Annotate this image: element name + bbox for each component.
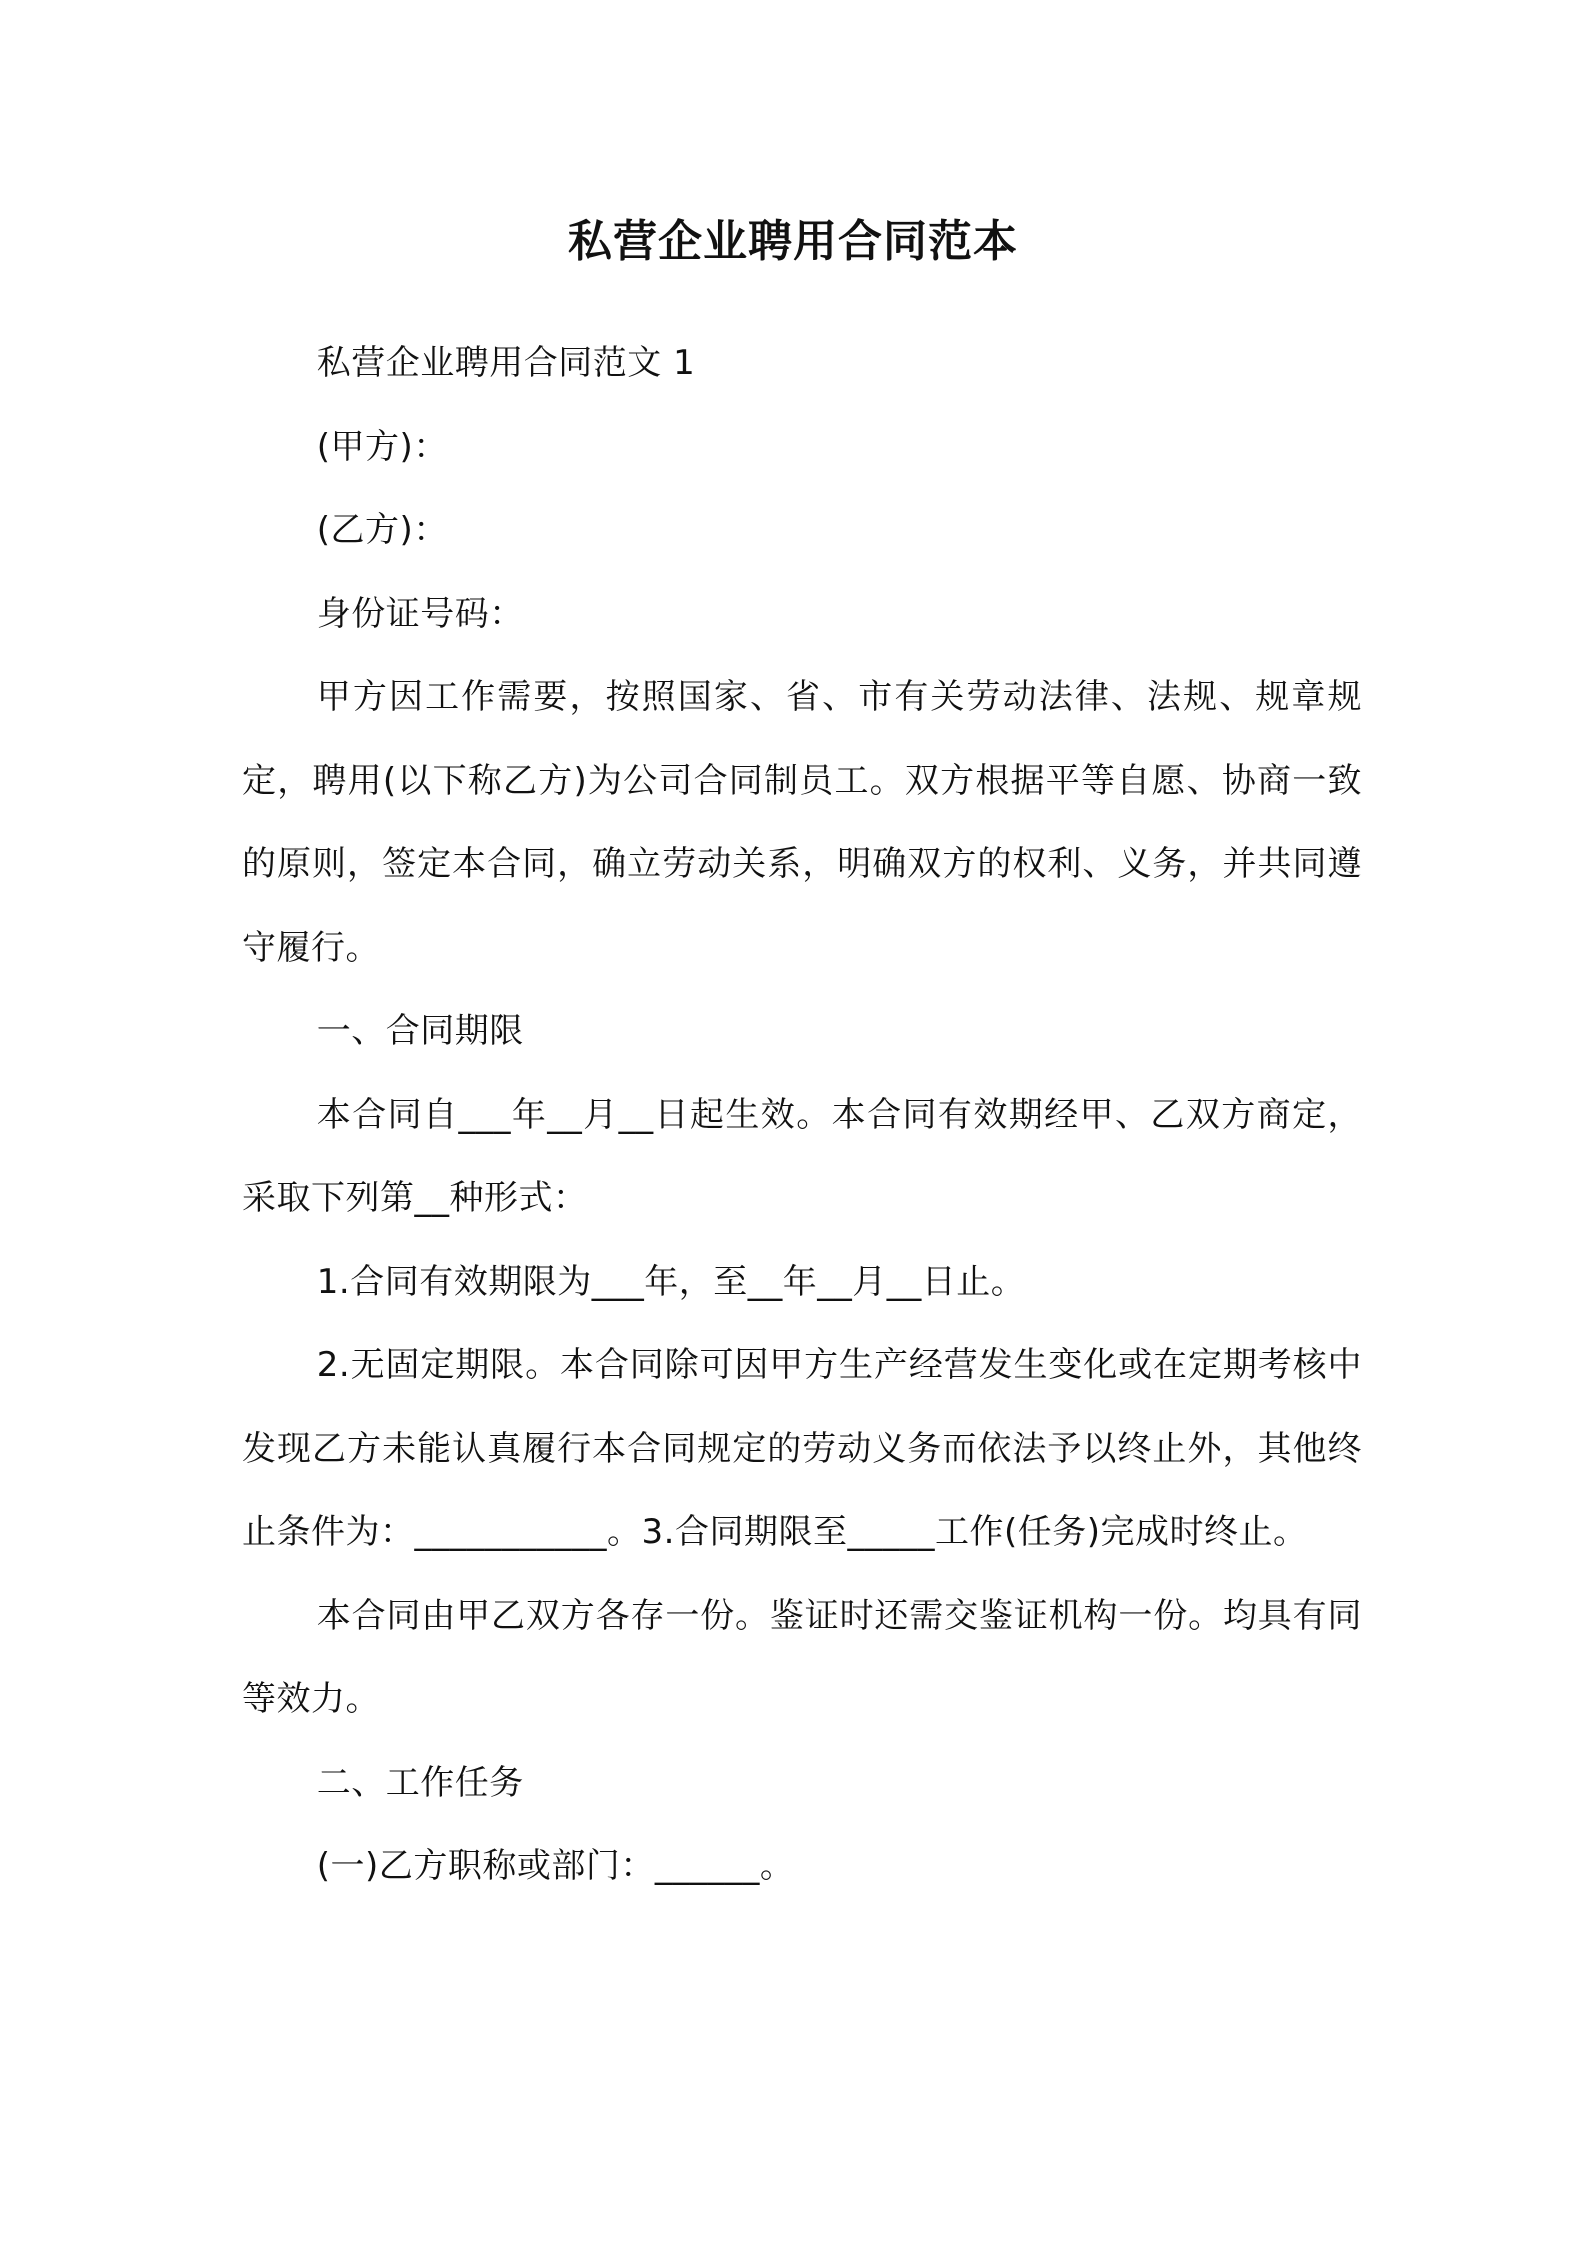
document-body [242, 322, 1362, 1909]
paragraph-party-b: (乙方)： [316, 510, 448, 550]
document-title: 私营企业聘用合同范本 [568, 216, 1018, 267]
paragraph-subtitle: 私营企业聘用合同范文 1 [316, 343, 696, 383]
paragraph-effective-date: 本合同自___年__月__日起生效。本合同有效期经甲、乙双方商定，采取下列第__种形式： [242, 1094, 1362, 1218]
paragraph-preamble: 甲方因工作需要，按照国家、省、市有关劳动法律、法规、规章规定，聘用(以下称乙方)为公司合同制员工。双方根据平等自愿、协商一致的原则，签定本合同，确立劳动关系，明确双方的权利、义务，并共同遵守履行。 [242, 677, 1362, 968]
paragraph-party-a: (甲方)： [316, 426, 448, 467]
section-heading-work-tasks: 二、工作任务 [316, 1762, 524, 1803]
paragraph-job-title: (一)乙方职称或部门：______。 [316, 1846, 795, 1886]
paragraph-term-open: 2.无固定期限。本合同除可因甲方生产经营发生变化或在定期考核中发现乙方未能认真履行本合同规定的劳动义务而依法予以终止外，其他终止条件为：___________。3.合同期限至_____工作(任务)完成时终止。 [242, 1345, 1362, 1552]
section-heading-contract-term: 一、合同期限 [316, 1011, 524, 1051]
paragraph-id-number: 身份证号码： [316, 593, 524, 634]
paragraph-copies: 本合同由甲乙双方各存一份。鉴证时还需交鉴证机构一份。均具有同等效力。 [242, 1595, 1362, 1719]
paragraph-term-fixed: 1.合同有效期限为___年，至__年__月__日止。 [316, 1261, 1026, 1302]
